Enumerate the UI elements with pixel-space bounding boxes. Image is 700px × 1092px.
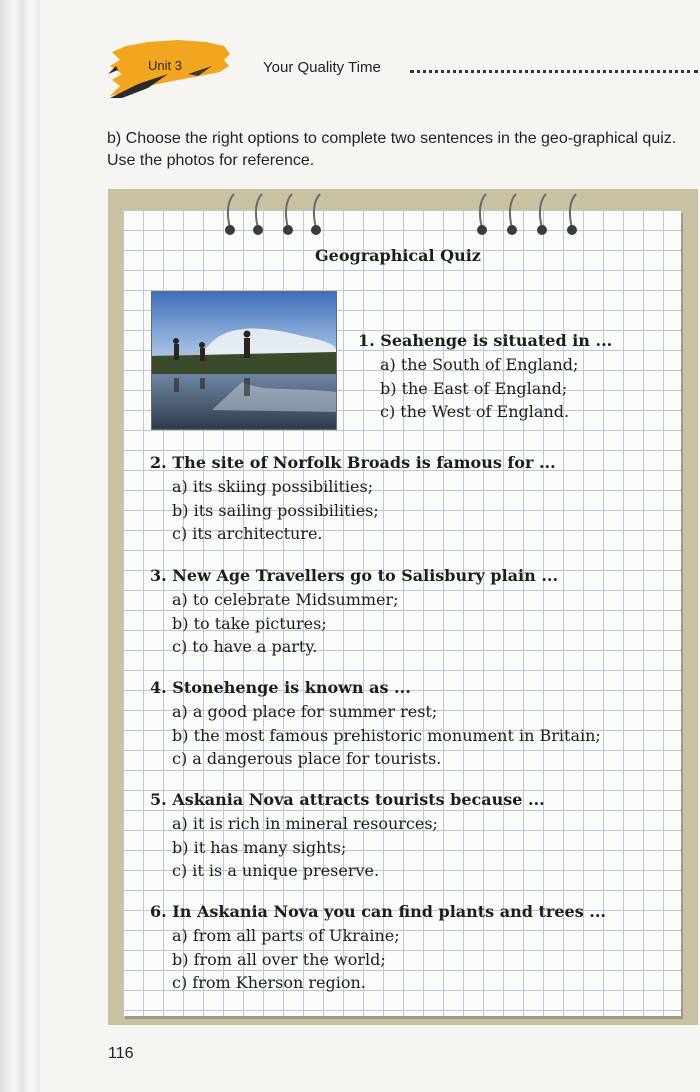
spiral-binding-left-icon [218,192,336,240]
question-stem: 2. The site of Norfolk Broads is famous for ... [150,453,556,472]
answer-option: a) a good place for summer rest; [172,702,438,721]
quiz-photo-hikers [151,291,337,430]
spiral-binding-right-icon [470,192,588,240]
quiz-question-6 [150,900,606,995]
question-stem: 6. In Askania Nova you can find plants and trees ... [150,902,606,921]
exercise-instruction: b) Choose the right options to complete two sentences in the geo-graphical quiz. Use the photos for reference. [107,130,677,169]
answer-option: c) it is a unique preserve. [172,861,380,880]
dot-leader [410,70,698,73]
answer-option: a) the South of England; [380,355,579,374]
question-stem: 3. New Age Travellers go to Salisbury plain ... [150,566,559,585]
book-spine-gutter [0,0,40,1092]
page-number: 116 [108,1045,134,1062]
quiz-question-4 [150,676,601,771]
answer-option: a) to celebrate Midsummer; [172,590,399,609]
quiz-question-3 [150,564,558,659]
answer-option: c) a dangerous place for tourists. [172,749,442,768]
answer-option: a) its skiing possibilities; [172,477,374,496]
answer-option: c) from Kherson region. [172,973,366,992]
answer-option: a) it is rich in mineral resources; [172,814,438,833]
quiz-question-5 [150,788,545,883]
answer-option: b) the most famous prehistoric monument in Britain; [172,725,601,745]
question-stem: 1. Seahenge is situated in ... [358,331,613,350]
answer-option: b) to take pictures; [172,613,327,633]
answer-option: a) from all parts of Ukraine; [172,926,400,945]
answer-option: b) it has many sights; [172,837,347,857]
quiz-question-1 [358,329,612,424]
answer-option: c) its architecture. [172,524,323,543]
header-title: Your Quality Time [263,59,381,76]
unit-label: Unit 3 [148,58,182,73]
answer-option: b) the East of England; [380,378,568,398]
question-stem: 5. Askania Nova attracts tourists because ... [150,790,545,809]
question-stem: 4. Stonehenge is known as ... [150,678,411,697]
answer-option: c) the West of England. [380,402,570,421]
answer-option: c) to have a party. [172,637,318,656]
quiz-question-2 [150,451,556,546]
answer-option: b) from all over the world; [172,949,386,969]
quiz-title: Geographical Quiz [315,246,481,265]
answer-option: b) its sailing possibilities; [172,500,379,520]
